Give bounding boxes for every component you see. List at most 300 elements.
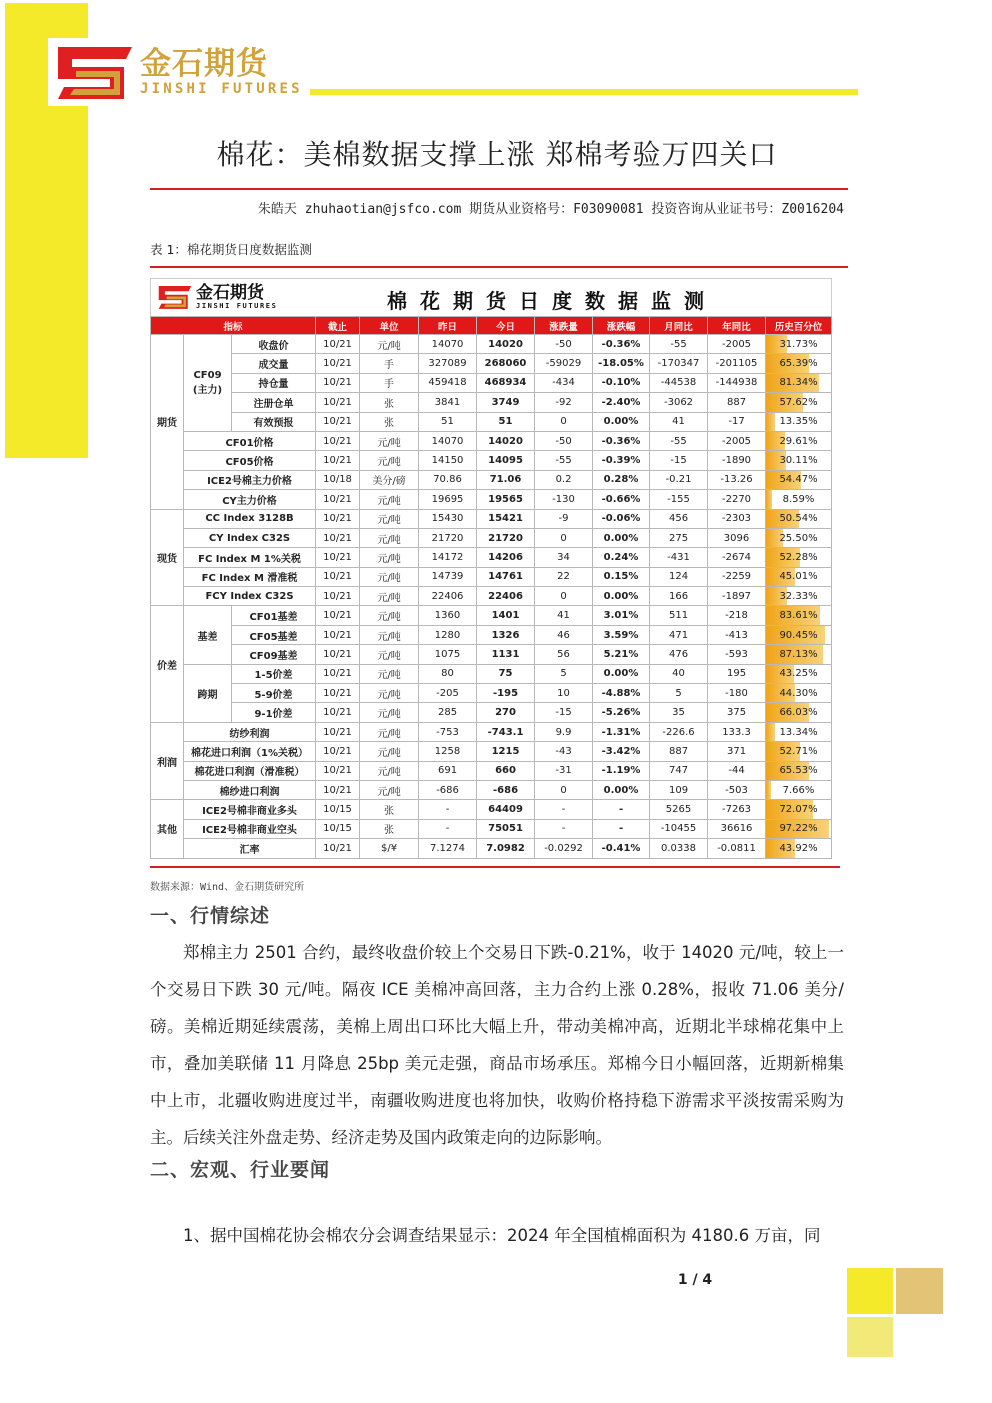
indicator-name: 持仓量	[232, 373, 316, 392]
cell-pct: -0.39%	[593, 451, 650, 470]
table-top-divider	[150, 266, 848, 268]
cell-pct: -	[593, 800, 650, 819]
cell-yoy: 195	[708, 664, 766, 683]
cell-mom: 40	[650, 664, 708, 683]
source-note: 数据来源：Wind、金石期货研究所	[150, 882, 305, 893]
cell-percentile	[766, 625, 832, 644]
cell-yoy: -593	[708, 645, 766, 664]
cell-prev: -	[419, 800, 477, 819]
cell-prev: 80	[419, 664, 477, 683]
cell-unit: 元/吨	[360, 684, 419, 703]
table-logo	[157, 283, 277, 311]
subgroup-cell: CF09 (主力)	[184, 335, 232, 432]
cell-unit: 元/吨	[360, 722, 419, 741]
percentile-value: 32.33%	[779, 590, 818, 602]
cell-date: 10/21	[316, 664, 360, 683]
cell-percentile	[766, 703, 832, 722]
cell-unit: 元/吨	[360, 548, 419, 567]
cell-date: 10/15	[316, 819, 360, 838]
cell-prev: 1280	[419, 625, 477, 644]
table-row	[151, 548, 832, 567]
cell-percentile	[766, 451, 832, 470]
cell-prev: 285	[419, 703, 477, 722]
cell-mom: -3062	[650, 393, 708, 412]
indicator-name: 收盘价	[232, 335, 316, 354]
cell-yoy: -2259	[708, 567, 766, 586]
cell-chg: -	[535, 819, 593, 838]
cell-prev: 7.1274	[419, 839, 477, 858]
cell-percentile	[766, 742, 832, 761]
cell-percentile	[766, 567, 832, 586]
cell-prev: 327089	[419, 354, 477, 373]
cell-unit: 美分/磅	[360, 470, 419, 489]
cell-prev: 51	[419, 412, 477, 431]
table-row	[151, 470, 832, 489]
cell-prev: 14150	[419, 451, 477, 470]
cell-date: 10/21	[316, 722, 360, 741]
percentile-value: 81.34%	[779, 377, 818, 389]
category-cell: 利润	[151, 722, 184, 800]
percentile-value: 90.45%	[779, 629, 818, 641]
cell-today: 75	[477, 664, 535, 683]
monitor-table	[150, 316, 832, 859]
cell-yoy: -2005	[708, 431, 766, 450]
cell-today: 75051	[477, 819, 535, 838]
percentile-value: 43.25%	[779, 668, 818, 680]
cell-today: 1131	[477, 645, 535, 664]
percentile-value: 50.54%	[779, 513, 818, 525]
cell-mom: 511	[650, 606, 708, 625]
table-logo-cn: 金石期货	[196, 283, 264, 303]
cell-chg: 5	[535, 664, 593, 683]
indicator-name: FCY Index C32S	[184, 587, 316, 606]
cell-today: 14206	[477, 548, 535, 567]
header-cell: 年同比	[708, 317, 766, 335]
table-row	[151, 819, 832, 838]
cell-date: 10/21	[316, 335, 360, 354]
indicator-name: CF09基差	[232, 645, 316, 664]
section1-heading: 一、行情综述	[150, 905, 271, 927]
cell-prev: -205	[419, 684, 477, 703]
cell-chg: 56	[535, 645, 593, 664]
cell-chg: -15	[535, 703, 593, 722]
logo-en-text: JINSHI FUTURES	[140, 81, 303, 97]
cell-chg: 9.9	[535, 722, 593, 741]
corner-square-light	[847, 1317, 893, 1357]
cell-today: 22406	[477, 587, 535, 606]
cell-chg: -50	[535, 335, 593, 354]
category-cell: 其他	[151, 800, 184, 858]
cell-yoy: -17	[708, 412, 766, 431]
cell-mom: -55	[650, 431, 708, 450]
table-row	[151, 528, 832, 547]
indicator-name: 棉花进口利润（滑准税）	[184, 761, 316, 780]
cell-yoy: 3096	[708, 528, 766, 547]
cell-pct: 0.24%	[593, 548, 650, 567]
cell-pct: -3.42%	[593, 742, 650, 761]
cell-chg: -	[535, 800, 593, 819]
percentile-value: 65.53%	[779, 765, 818, 777]
percentile-bar	[766, 413, 775, 431]
percentile-value: 31.73%	[779, 338, 818, 350]
cell-mom: 887	[650, 742, 708, 761]
table-header-row	[151, 317, 832, 335]
indicator-name: CC Index 3128B	[184, 509, 316, 528]
cell-today: 1326	[477, 625, 535, 644]
cell-unit: 元/吨	[360, 645, 419, 664]
table-row	[151, 761, 832, 780]
cell-pct: 0.00%	[593, 412, 650, 431]
cell-today: -195	[477, 684, 535, 703]
cell-prev: 14172	[419, 548, 477, 567]
cell-prev: 14070	[419, 335, 477, 354]
cell-yoy: -201105	[708, 354, 766, 373]
subgroup-cell: 跨期	[184, 664, 232, 722]
cell-chg: 22	[535, 567, 593, 586]
indicator-name: 棉纱进口利润	[184, 780, 316, 799]
cell-yoy: -1890	[708, 451, 766, 470]
indicator-name: CF05价格	[184, 451, 316, 470]
cell-percentile	[766, 548, 832, 567]
subgroup-cell: 基差	[184, 606, 232, 664]
cell-unit: 张	[360, 819, 419, 838]
cell-mom: -10455	[650, 819, 708, 838]
percentile-value: 65.39%	[779, 358, 818, 370]
table-row	[151, 567, 832, 586]
cell-date: 10/21	[316, 703, 360, 722]
cell-percentile	[766, 393, 832, 412]
cell-date: 10/21	[316, 780, 360, 799]
cell-pct: -2.40%	[593, 393, 650, 412]
cell-pct: -5.26%	[593, 703, 650, 722]
indicator-name: 注册仓单	[232, 393, 316, 412]
indicator-name: CY Index C32S	[184, 528, 316, 547]
cell-chg: -434	[535, 373, 593, 392]
cell-unit: 元/吨	[360, 587, 419, 606]
author-line: 朱皓天 zhuhaotian@jsfco.com 期货从业资格号：F03090081 投资咨询从业证书号：Z0016204	[257, 202, 844, 217]
company-logo	[48, 38, 310, 106]
cell-chg: 0	[535, 412, 593, 431]
cell-pct: 0.00%	[593, 587, 650, 606]
cell-percentile	[766, 335, 832, 354]
cell-percentile	[766, 645, 832, 664]
percentile-value: 52.28%	[779, 551, 818, 563]
table-row	[151, 490, 832, 509]
cell-yoy: -218	[708, 606, 766, 625]
cell-yoy: -13.26	[708, 470, 766, 489]
cell-date: 10/21	[316, 645, 360, 664]
table-row	[151, 354, 832, 373]
cell-unit: 张	[360, 800, 419, 819]
table-row	[151, 393, 832, 412]
indicator-name: 1-5价差	[232, 664, 316, 683]
cell-mom: -155	[650, 490, 708, 509]
indicator-name: FC Index M 滑准税	[184, 567, 316, 586]
cell-chg: -43	[535, 742, 593, 761]
cell-mom: -170347	[650, 354, 708, 373]
cell-today: 1215	[477, 742, 535, 761]
percentile-value: 25.50%	[779, 532, 818, 544]
table-row	[151, 800, 832, 819]
header-cell: 历史百分位	[766, 317, 832, 335]
corner-square-gold	[896, 1268, 943, 1314]
cell-prev: 19695	[419, 490, 477, 509]
header-cell: 涨跌幅	[593, 317, 650, 335]
indicator-name: FC Index M 1%关税	[184, 548, 316, 567]
cell-prev: 14070	[419, 431, 477, 450]
cell-percentile	[766, 819, 832, 838]
cell-percentile	[766, 800, 832, 819]
cell-yoy: 371	[708, 742, 766, 761]
section2-body: 1、据中国棉花协会棉农分会调查结果显示：2024 年全国植棉面积为 4180.6 万亩，同	[183, 1226, 821, 1245]
page-number: 1 / 4	[677, 1272, 713, 1288]
table-row	[151, 335, 832, 354]
cell-date: 10/21	[316, 528, 360, 547]
cell-mom: 124	[650, 567, 708, 586]
cell-unit: 元/吨	[360, 780, 419, 799]
cell-percentile	[766, 664, 832, 683]
cell-unit: 张	[360, 412, 419, 431]
percentile-value: 30.11%	[779, 455, 818, 467]
cell-date: 10/21	[316, 742, 360, 761]
cell-yoy: -7263	[708, 800, 766, 819]
cell-today: 660	[477, 761, 535, 780]
cell-today: 14020	[477, 335, 535, 354]
cell-today: 64409	[477, 800, 535, 819]
table-logo-en: JINSHI FUTURES	[196, 302, 278, 310]
percentile-bar	[766, 781, 771, 799]
cell-percentile	[766, 528, 832, 547]
cell-date: 10/21	[316, 354, 360, 373]
table-row	[151, 722, 832, 741]
header-cell: 指标	[151, 317, 316, 335]
cell-date: 10/21	[316, 839, 360, 858]
cell-mom: 476	[650, 645, 708, 664]
table-row	[151, 606, 832, 625]
cell-today: 51	[477, 412, 535, 431]
percentile-bar	[766, 723, 775, 741]
cell-prev: -	[419, 819, 477, 838]
table-row	[151, 780, 832, 799]
cell-mom: 275	[650, 528, 708, 547]
cell-chg: -31	[535, 761, 593, 780]
cell-yoy: 375	[708, 703, 766, 722]
cell-date: 10/21	[316, 451, 360, 470]
cell-date: 10/21	[316, 625, 360, 644]
table-logo-icon	[157, 283, 193, 311]
cell-date: 10/21	[316, 587, 360, 606]
logo-cn-text: 金石期货	[140, 46, 268, 82]
table-row	[151, 509, 832, 528]
cell-today: 71.06	[477, 470, 535, 489]
corner-square-yellow	[847, 1268, 893, 1314]
cell-mom: 5	[650, 684, 708, 703]
cell-today: -743.1	[477, 722, 535, 741]
cell-unit: 手	[360, 373, 419, 392]
cell-date: 10/21	[316, 373, 360, 392]
percentile-value: 13.35%	[779, 416, 818, 428]
cell-unit: 元/吨	[360, 335, 419, 354]
cell-yoy: -503	[708, 780, 766, 799]
cell-mom: -55	[650, 335, 708, 354]
indicator-name: ICE2号棉非商业多头	[184, 800, 316, 819]
cell-prev: 691	[419, 761, 477, 780]
cell-unit: 元/吨	[360, 742, 419, 761]
header-cell: 截止	[316, 317, 360, 335]
cell-unit: 元/吨	[360, 625, 419, 644]
indicator-name: 棉花进口利润（1%关税）	[184, 742, 316, 761]
cell-today: 21720	[477, 528, 535, 547]
cell-percentile	[766, 839, 832, 858]
cell-date: 10/21	[316, 412, 360, 431]
cell-yoy: -1897	[708, 587, 766, 606]
cell-yoy: -2270	[708, 490, 766, 509]
cell-yoy: -0.0811	[708, 839, 766, 858]
cell-pct: 0.28%	[593, 470, 650, 489]
indicator-name: ICE2号棉非商业空头	[184, 819, 316, 838]
cell-mom: -0.21	[650, 470, 708, 489]
cell-date: 10/21	[316, 490, 360, 509]
cell-chg: -130	[535, 490, 593, 509]
cell-today: 15421	[477, 509, 535, 528]
table-header-banner	[150, 278, 832, 316]
cell-today: 268060	[477, 354, 535, 373]
cell-prev: 70.86	[419, 470, 477, 489]
cell-chg: 0	[535, 780, 593, 799]
cell-today: 14095	[477, 451, 535, 470]
indicator-name: 5-9价差	[232, 684, 316, 703]
cell-pct: 0.00%	[593, 780, 650, 799]
cell-yoy: 887	[708, 393, 766, 412]
category-cell: 期货	[151, 335, 184, 510]
cell-today: 270	[477, 703, 535, 722]
cell-today: 14761	[477, 567, 535, 586]
indicator-name: 有效预报	[232, 412, 316, 431]
cell-chg: -0.0292	[535, 839, 593, 858]
cell-percentile	[766, 606, 832, 625]
cell-prev: 15430	[419, 509, 477, 528]
cell-yoy: 36616	[708, 819, 766, 838]
cell-percentile	[766, 354, 832, 373]
category-cell: 价差	[151, 606, 184, 722]
cell-date: 10/21	[316, 606, 360, 625]
header-cell: 月同比	[650, 317, 708, 335]
percentile-value: 13.34%	[779, 726, 818, 738]
cell-percentile	[766, 761, 832, 780]
cell-mom: -44538	[650, 373, 708, 392]
cell-percentile	[766, 722, 832, 741]
cell-unit: 元/吨	[360, 431, 419, 450]
cell-unit: 元/吨	[360, 761, 419, 780]
percentile-value: 57.62%	[779, 396, 818, 408]
cell-yoy: 133.3	[708, 722, 766, 741]
cell-date: 10/21	[316, 548, 360, 567]
cell-yoy: -180	[708, 684, 766, 703]
cell-unit: 元/吨	[360, 606, 419, 625]
cell-percentile	[766, 490, 832, 509]
cell-pct: 0.00%	[593, 664, 650, 683]
table-title: 棉花期货日度数据监测	[387, 289, 717, 313]
cell-today: 7.0982	[477, 839, 535, 858]
table-row	[151, 625, 832, 644]
cell-yoy: -2303	[708, 509, 766, 528]
category-cell: 现货	[151, 509, 184, 606]
cell-prev: 3841	[419, 393, 477, 412]
cell-yoy: -144938	[708, 373, 766, 392]
cell-chg: 10	[535, 684, 593, 703]
cell-yoy: -2674	[708, 548, 766, 567]
header-cell: 今日	[477, 317, 535, 335]
cell-unit: $/¥	[360, 839, 419, 858]
indicator-name: 9-1价差	[232, 703, 316, 722]
cell-chg: 34	[535, 548, 593, 567]
cell-pct: -0.06%	[593, 509, 650, 528]
table-row	[151, 412, 832, 431]
table-row	[151, 373, 832, 392]
indicator-name: CF01基差	[232, 606, 316, 625]
cell-pct: -18.05%	[593, 354, 650, 373]
cell-pct: -0.10%	[593, 373, 650, 392]
cell-prev: 21720	[419, 528, 477, 547]
percentile-bar	[766, 490, 772, 508]
cell-unit: 元/吨	[360, 451, 419, 470]
cell-chg: 0	[535, 528, 593, 547]
percentile-value: 72.07%	[779, 804, 818, 816]
cell-today: 14020	[477, 431, 535, 450]
table-row	[151, 645, 832, 664]
cell-prev: 1258	[419, 742, 477, 761]
indicator-name: CF01价格	[184, 431, 316, 450]
cell-mom: 747	[650, 761, 708, 780]
cell-chg: 46	[535, 625, 593, 644]
cell-unit: 手	[360, 354, 419, 373]
percentile-value: 43.92%	[779, 842, 818, 854]
cell-yoy: -44	[708, 761, 766, 780]
cell-pct: 3.59%	[593, 625, 650, 644]
cell-mom: 166	[650, 587, 708, 606]
monitor-table-block	[150, 278, 832, 860]
percentile-value: 54.47%	[779, 474, 818, 486]
cell-mom: -431	[650, 548, 708, 567]
cell-chg: 41	[535, 606, 593, 625]
table-caption: 表 1：棉花期货日度数据监测	[150, 242, 312, 257]
cell-prev: 14739	[419, 567, 477, 586]
table-row	[151, 451, 832, 470]
cell-today: 468934	[477, 373, 535, 392]
cell-pct: 5.21%	[593, 645, 650, 664]
cell-unit: 元/吨	[360, 664, 419, 683]
cell-percentile	[766, 509, 832, 528]
cell-mom: 109	[650, 780, 708, 799]
percentile-value: 66.03%	[779, 707, 818, 719]
cell-mom: -226.6	[650, 722, 708, 741]
cell-mom: 41	[650, 412, 708, 431]
cell-chg: -50	[535, 431, 593, 450]
cell-pct: 3.01%	[593, 606, 650, 625]
cell-yoy: -413	[708, 625, 766, 644]
percentile-value: 44.30%	[779, 687, 818, 699]
cell-chg: -55	[535, 451, 593, 470]
table-row	[151, 742, 832, 761]
cell-percentile	[766, 431, 832, 450]
cell-unit: 张	[360, 393, 419, 412]
cell-pct: -1.31%	[593, 722, 650, 741]
section2-heading: 二、宏观、行业要闻	[150, 1159, 331, 1181]
percentile-value: 97.22%	[779, 823, 818, 835]
percentile-value: 7.66%	[782, 784, 815, 796]
cell-today: -686	[477, 780, 535, 799]
cell-pct: -4.88%	[593, 684, 650, 703]
